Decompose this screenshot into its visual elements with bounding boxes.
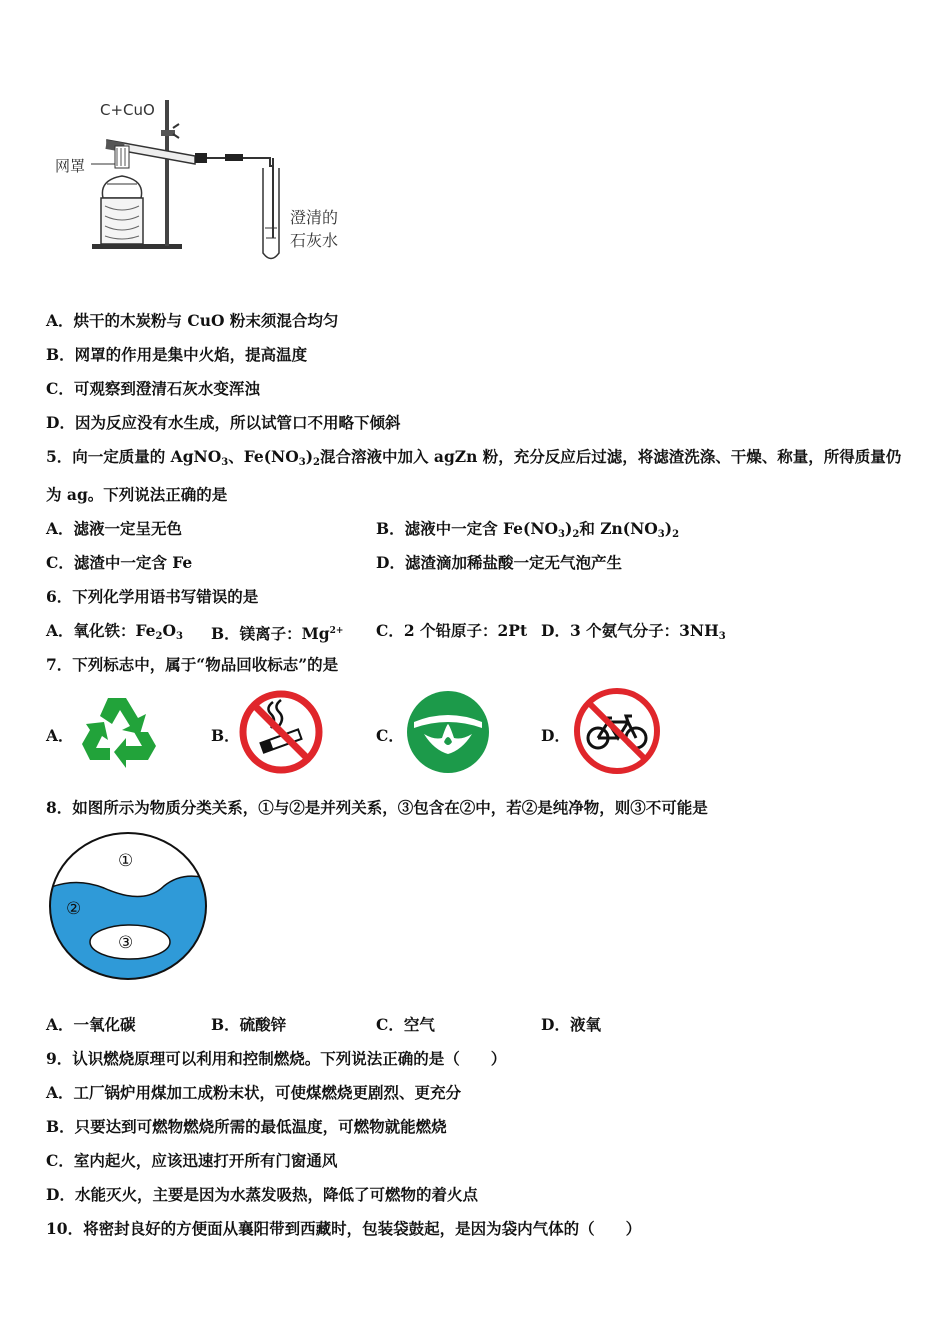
q5-option-a: A．滤液一定呈无色 bbox=[46, 519, 183, 538]
q8-option-d: D．液氧 bbox=[541, 1015, 601, 1034]
q9-option-a: A．工厂锅炉用煤加工成粉末状，可使煤燃烧更剧烈、更充分 bbox=[46, 1083, 462, 1102]
q9-stem: 9．认识燃烧原理可以利用和控制燃烧。下列说法正确的是（ ） bbox=[46, 1049, 507, 1068]
q7-option-b-label: B． bbox=[211, 726, 240, 745]
no-bicycle-icon bbox=[572, 686, 662, 776]
q10-stem: 10．将密封良好的方便面从襄阳带到西藏时，包装袋鼓起，是因为袋内气体的（ ） bbox=[46, 1219, 642, 1238]
q4-option-c: C．可观察到澄清石灰水变浑浊 bbox=[46, 379, 260, 398]
q8-option-a: A．一氧化碳 bbox=[46, 1015, 136, 1034]
label-limewater-1: 澄清的 bbox=[290, 208, 339, 227]
q7-stem: 7．下列标志中，属于“物品回收标志”的是 bbox=[46, 655, 339, 674]
venn-region-2: ② bbox=[66, 899, 82, 919]
q8-option-b: B．硫酸锌 bbox=[211, 1015, 287, 1034]
q6-option-b: B．镁离子：$Mg^{2+}$ bbox=[211, 624, 344, 643]
q9-option-c: C．室内起火，应该迅速打开所有门窗通风 bbox=[46, 1151, 338, 1170]
q4-option-b: B．网罩的作用是集中火焰，提高温度 bbox=[46, 345, 308, 364]
q4-option-d: D．因为反应没有水生成，所以试管口不用略下倾斜 bbox=[46, 413, 401, 432]
q8-stem: 8．如图所示为物质分类关系，①与②是并列关系，③包含在②中，若②是纯净物，则③不可能是 bbox=[46, 798, 708, 817]
q7-option-a-label: A． bbox=[46, 726, 74, 745]
label-gauze: 网罩 bbox=[55, 157, 86, 175]
q9-option-b: B．只要达到可燃物燃烧所需的最低温度，可燃物就能燃烧 bbox=[46, 1117, 447, 1136]
venn-region-3: ③ bbox=[118, 933, 134, 953]
q7-option-c-label: C． bbox=[376, 726, 404, 745]
q6-option-d: D．3 个氨气分子：$3NH_3$ bbox=[541, 621, 726, 642]
q8-option-c: C．空气 bbox=[376, 1015, 435, 1034]
q7-option-d-label: D． bbox=[541, 726, 570, 745]
q6-option-c: C．2 个铅原子：2Pt bbox=[376, 621, 528, 640]
q9-option-d: D．水能灭火，主要是因为水蒸发吸热，降低了可燃物的着火点 bbox=[46, 1185, 478, 1204]
q5-option-d: D．滤渣滴加稀盐酸一定无气泡产生 bbox=[376, 553, 622, 572]
q5-option-b: B．滤液中一定含 $Fe(NO_3)_2$和 $Zn(NO_3)_2$ bbox=[376, 519, 680, 540]
venn-region-1: ① bbox=[118, 851, 134, 871]
q5-option-c: C．滤渣中一定含 Fe bbox=[46, 553, 193, 572]
green-label-icon bbox=[404, 688, 492, 776]
q5-stem-line2: 为 ag。下列说法正确的是 bbox=[46, 485, 228, 504]
q6-stem: 6．下列化学用语书写错误的是 bbox=[46, 587, 259, 606]
recycle-icon bbox=[78, 692, 160, 772]
q6-option-a: A．氧化铁：$Fe_2O_3$ bbox=[46, 621, 183, 642]
q5-stem-line1: 5．向一定质量的 AgNO$_3$、$Fe(NO_3)_2$混合溶液中加入 agZn 粉，充分反应后过滤，将滤渣洗涤、干燥、称量，所得质量仍 bbox=[46, 447, 902, 468]
q4-option-a: A．烘干的木炭粉与 CuO 粉末须混合均匀 bbox=[46, 311, 339, 330]
no-smoking-icon bbox=[237, 688, 325, 776]
label-limewater-2: 石灰水 bbox=[290, 231, 339, 250]
label-reactants: C+CuO bbox=[100, 101, 155, 119]
classification-venn-diagram bbox=[44, 828, 212, 984]
